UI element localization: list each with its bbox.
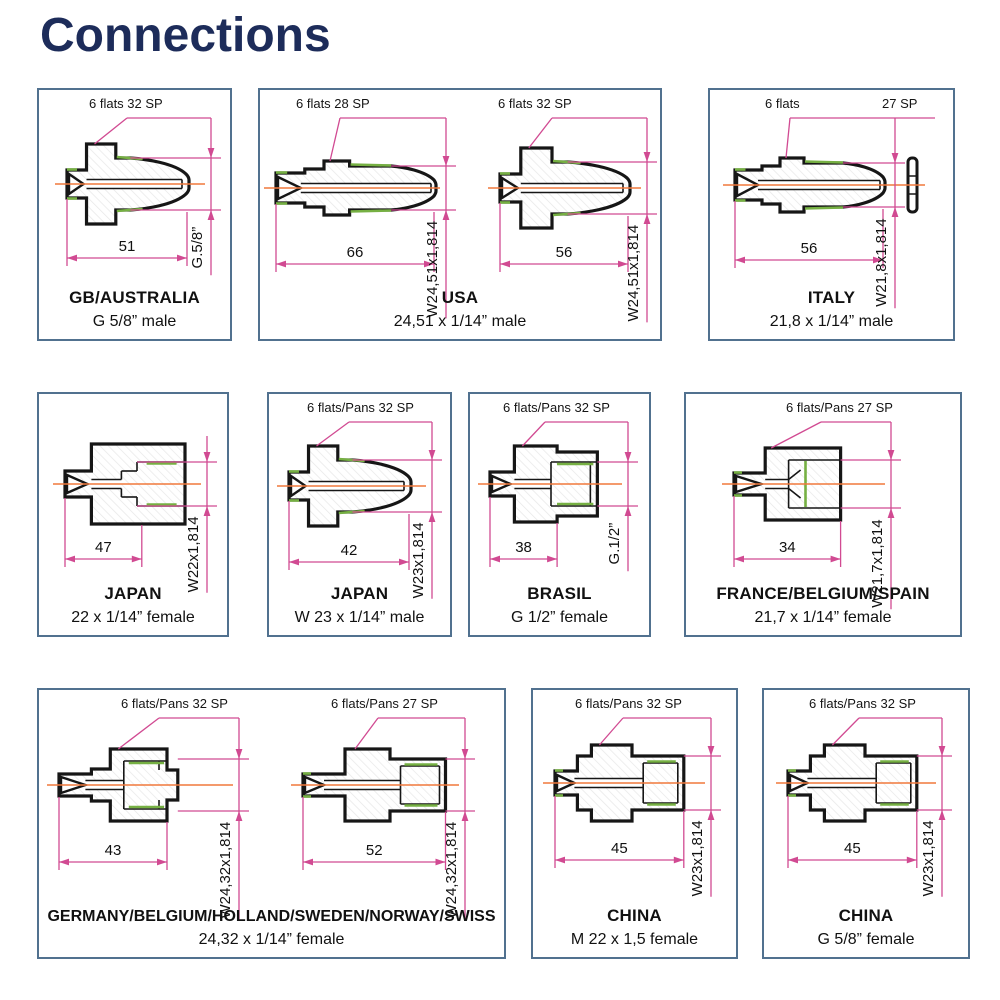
length-dim-value: 45 [611, 840, 628, 857]
flats-spec-label: 6 flats/Pans 32 SP [575, 696, 682, 711]
caption [271, 584, 448, 627]
thread-dim-value: W21,7x1,814 [869, 519, 886, 608]
flats-spec-label: 6 flats 28 SP [296, 96, 370, 111]
country-name: GERMANY/BELGIUM/HOLLAND/SWEDEN/NORWAY/SWISS [47, 908, 496, 925]
thread-dim-value: W23x1,814 [689, 820, 706, 897]
panel-usa [258, 88, 662, 341]
panel-china-g58 [762, 688, 970, 959]
thread-dim-value: G.5/8” [189, 226, 206, 269]
connector-part [488, 148, 641, 228]
connector-part [264, 161, 440, 215]
caption [712, 288, 951, 331]
flats-spec-label: 6 flats/Pans 32 SP [503, 400, 610, 415]
flats-spec-label: 6 flats/Pans 27 SP [331, 696, 438, 711]
length-dim-value: 56 [555, 244, 573, 261]
thread-dim-value: W22x1,814 [185, 516, 202, 593]
panel-france-belgium-spain [684, 392, 962, 637]
flats-spec-label: 6 flats/Pans 32 SP [809, 696, 916, 711]
country-name: JAPAN [104, 584, 162, 603]
length-dim-value: 38 [515, 539, 532, 556]
thread-spec: 24,32 x 1/14” female [198, 931, 345, 948]
thread-spec: G 1/2” female [511, 609, 608, 626]
panel-china-m22 [531, 688, 738, 959]
panel-japan-male [267, 392, 452, 637]
panel-brasil [468, 392, 651, 637]
thread-spec: G 5/8” male [92, 313, 177, 330]
thread-dim-value: W23x1,814 [410, 522, 427, 599]
thread-spec: G 5/8” female [817, 931, 915, 948]
flats-spec-label: 6 flats/Pans 32 SP [121, 696, 228, 711]
panel-germany-group [37, 688, 506, 959]
flats-spec-label: 6 flats [765, 96, 800, 111]
country-name: GB/AUSTRALIA [69, 288, 200, 307]
country-name: CHINA [838, 906, 894, 925]
caption [41, 908, 502, 949]
connector-part [478, 446, 622, 522]
length-dim-value: 66 [346, 244, 364, 261]
length-dim-value: 47 [95, 539, 112, 556]
length-dim-value: 42 [340, 542, 358, 559]
thread-dim-value: W21,8x1,814 [873, 218, 890, 307]
connector-part [277, 446, 426, 526]
flats-spec-label: 6 flats/Pans 32 SP [307, 400, 414, 415]
thread-spec: W 23 x 1/14” male [294, 609, 425, 626]
caption [688, 584, 958, 627]
country-name: ITALY [807, 288, 856, 307]
caption [41, 584, 225, 627]
thread-dim-value: W24,51x1,814 [424, 220, 441, 318]
caption [41, 288, 228, 331]
caption [535, 906, 734, 949]
country-name: USA [441, 288, 479, 307]
thread-pitch-label: 27 SP [882, 96, 918, 111]
length-dim-value: 43 [104, 842, 122, 859]
thread-dim-value: W24,51x1,814 [625, 224, 642, 322]
thread-spec: M 22 x 1,5 female [570, 931, 699, 948]
connector-part [543, 745, 705, 821]
connector-part [55, 144, 205, 224]
thread-spec: 22 x 1/14” female [71, 609, 195, 626]
caption [472, 584, 647, 627]
thread-spec: 21,8 x 1/14” male [769, 313, 894, 330]
flats-spec-label: 6 flats 32 SP [89, 96, 163, 111]
connector-part [722, 448, 885, 520]
country-name: JAPAN [330, 584, 389, 603]
length-dim-value: 45 [844, 840, 861, 857]
page-title: Connections [40, 9, 331, 62]
thread-dim-value: W23x1,814 [920, 820, 937, 897]
connector-part [776, 745, 936, 821]
thread-dim-value: W24,32x1,814 [443, 821, 460, 919]
panel-italy [708, 88, 955, 341]
thread-spec: 24,51 x 1/14” male [393, 313, 527, 330]
connector-part [47, 749, 233, 821]
length-dim-value: 52 [365, 842, 383, 859]
caption [262, 288, 658, 331]
panel-japan-female [37, 392, 229, 637]
flats-spec-label: 6 flats/Pans 27 SP [786, 400, 893, 415]
caption [766, 906, 966, 949]
flats-spec-label: 6 flats 32 SP [498, 96, 572, 111]
thread-dim-value: G.1/2” [606, 522, 623, 565]
length-dim-value: 51 [118, 238, 136, 255]
country-name: FRANCE/BELGIUM/SPAIN [716, 584, 930, 603]
country-name: CHINA [607, 906, 662, 925]
dimensions [735, 118, 935, 308]
length-dim-value: 34 [778, 539, 796, 556]
country-name: BRASIL [527, 584, 592, 603]
panel-gb-australia [37, 88, 232, 341]
thread-spec: 21,7 x 1/14” female [754, 609, 892, 626]
length-dim-value: 56 [800, 240, 818, 257]
connector-part [291, 749, 459, 821]
connector-part [53, 444, 201, 524]
thread-dim-value: W24,32x1,814 [217, 821, 234, 919]
